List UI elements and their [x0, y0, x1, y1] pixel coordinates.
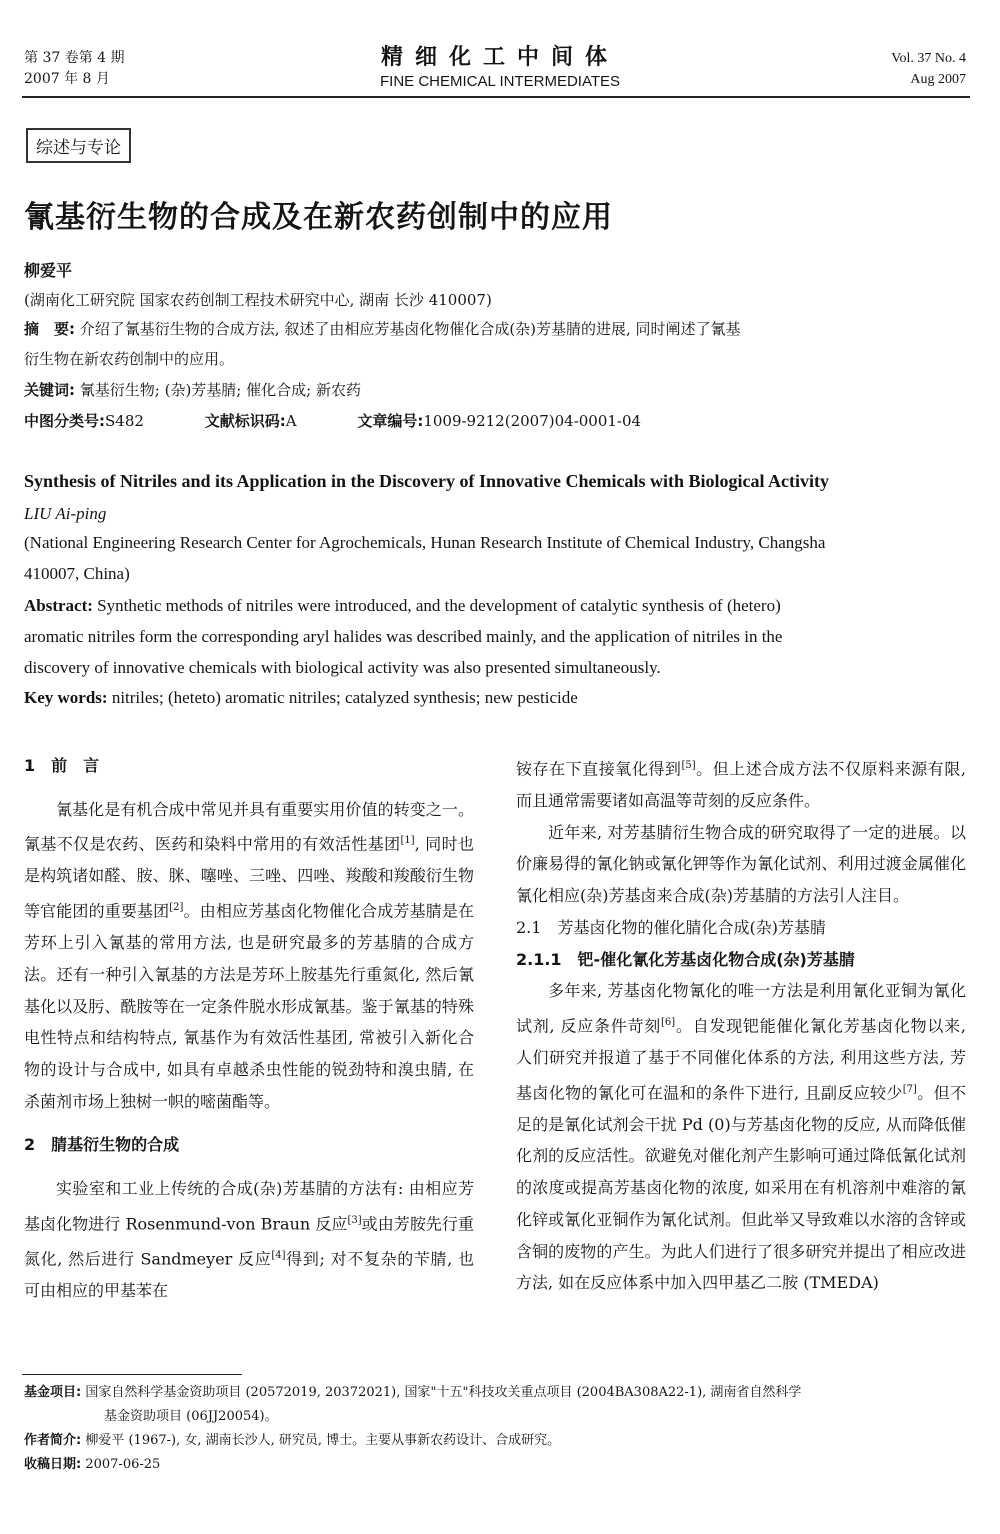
abstract-en-line3: discovery of innovative chemicals with biological activity was also presented simultaneously.: [24, 658, 661, 677]
citation-3[interactable]: [3]: [347, 1214, 362, 1226]
citation-7[interactable]: [7]: [902, 1083, 917, 1095]
clc-value: S482: [105, 412, 144, 430]
footnote-rule: [22, 1374, 242, 1375]
abstract-en-line1: Synthetic methods of nitriles were introduced, and the development of catalytic synthesis of (hetero): [97, 596, 781, 615]
article-no-label: 文章编号:: [357, 412, 424, 430]
author-en: LIU Ai-ping: [24, 504, 107, 523]
received-label: 收稿日期:: [24, 1457, 82, 1472]
paragraph-2: [24, 1173, 474, 1306]
keywords-cn-label: 关键词:: [24, 381, 75, 399]
paragraph-2-text-a: 实验室和工业上传统的合成(杂)芳基腈的方法有: 由相应芳基卤化物进行 Rosenmund-von Braun 反应: [24, 1179, 474, 1234]
abstract-en-label: Abstract:: [24, 596, 93, 615]
footnotes: [24, 1381, 968, 1477]
journal-name-cn: 精细化工中间体: [380, 45, 619, 70]
paragraph-1-text-b: , 同时也是构筑诸如醛、胺、脒、噻唑、三唑、四唑、羧酸和羧酸衍生物等官能团的重要基团: [24, 834, 474, 921]
volume-cn: 第 37 卷第 4 期: [24, 50, 125, 66]
keywords-en: [24, 682, 578, 713]
paragraph-4-text-c: 。但不足的是氰化试剂会干扰 Pd (0)与芳基卤化物的反应, 从而降低催化剂的反应活性。欲避免对催化剂产生影响可通过降低氰化试剂的浓度或提高芳基卤化物的浓度, 如采用在有机溶剂中难溶的氰化锌或氰化亚铜作为氰化试剂。但此举又导致难以水溶的含锌或含铜的废物的产生。为此人们进行了很多研究并提出了相应改进方法, 如在反应体系中加入四甲基乙二胺 (TMEDA): [516, 1083, 966, 1293]
abstract-cn: [24, 314, 968, 374]
author-cn: 柳爱平: [24, 261, 73, 280]
affiliation-en-line1: (National Engineering Research Center for Agrochemicals, Hunan Research Institute of Chemical Industry, Changsha: [24, 533, 826, 552]
keywords-en-text: nitriles; (heteto) aromatic nitriles; catalyzed synthesis; new pesticide: [111, 688, 578, 707]
journal-name: [0, 40, 1000, 90]
journal-name-en: FINE CHEMICAL INTERMEDIATES: [379, 73, 621, 90]
paragraph-1-text-c: 。由相应芳基卤化物催化合成芳基腈是在芳环上引入氰基的常用方法, 也是研究最多的芳基腈的合成方法。还有一种引入氰基的方法是芳环上胺基先行重氮化, 然后氰基化以及肟、酰胺等在一定条件脱水形成氰基。鉴于氰基的特殊电性特点和结构特点, 氰基作为有效活性基团, 常被引入新化合物的设计与合成中, 如具有卓越杀虫性能的锐劲特和溴虫腈, 在杀菌剂市场上独树一帜的嘧菌酯等。: [24, 901, 474, 1111]
paragraph-continued-text-b: 。但上述合成方法不仅原料来源有限, 而且通常需要诸如高温等苛刻的反应条件。: [516, 759, 966, 811]
fund-line2: 基金资助项目 (06JJ20054)。: [104, 1409, 278, 1424]
paragraph-1-text-a: 氰基化是有机合成中常见并具有重要实用价值的转变之一。氰基不仅是农药、医药和染料中常用的有效活性基团: [24, 799, 474, 854]
paragraph-2-text-c: 得到; 对不复杂的苄腈, 也可由相应的甲基苯在: [24, 1249, 474, 1300]
doc-code-label: 文献标识码:: [204, 412, 286, 430]
spacer: [24, 1161, 474, 1173]
subsection-heading-2-1-1: 2.1.1 钯-催化氰化芳基卤化物合成(杂)芳基腈: [516, 949, 855, 969]
issue-info-en: [891, 48, 966, 90]
abstract-cn-line1: 介绍了氰基衍生物的合成方法, 叙述了由相应芳基卤化物催化合成(杂)芳基腈的进展, 同时阐述了氰基: [79, 320, 741, 338]
doc-code-value: A: [285, 412, 297, 430]
article-title-en: Synthesis of Nitriles and its Application in the Discovery of Innovative Chemicals with Biological Activity: [24, 471, 830, 491]
fund-label: 基金项目:: [24, 1385, 82, 1400]
citation-2[interactable]: [2]: [169, 902, 184, 914]
section-heading-2: 2 腈基衍生物的合成: [24, 1135, 180, 1155]
classification-line: [24, 406, 968, 436]
paragraph-4: [516, 975, 966, 1299]
paragraph-2-text-b: 或由芳胺先行重氮化, 然后进行 Sandmeyer 反应: [24, 1214, 474, 1269]
subsection-heading-2-1: 2.1 芳基卤化物的催化腈化合成(杂)芳基腈: [516, 917, 826, 937]
paragraph-1: [24, 794, 474, 1118]
clc-label: 中图分类号:: [24, 412, 105, 430]
date-en: Aug 2007: [910, 72, 966, 87]
affiliation-en: [24, 527, 968, 589]
fund-line1: 国家自然科学基金资助项目 (20572019, 20372021), 国家"十五"科技攻关重点项目 (2004BA308A22-1), 湖南省自然科学: [85, 1385, 802, 1400]
keywords-cn: [24, 375, 361, 405]
received-date: 2007-06-25: [85, 1457, 161, 1472]
citation-4[interactable]: [4]: [271, 1249, 286, 1261]
paragraph-3: 近年来, 对芳基腈衍生物合成的研究取得了一定的进展。以价廉易得的氰化钠或氰化钾等作为氰化试剂、利用过渡金属催化氰化相应(杂)芳基卤来合成(杂)芳基腈的方法引人注目。: [516, 822, 966, 906]
header-rule: [22, 96, 970, 98]
affiliation-cn: (湖南化工研究院 国家农药创制工程技术研究中心, 湖南 长沙 410007): [24, 291, 492, 309]
article-title-cn: 氰基衍生物的合成及在新农药创制中的应用: [24, 200, 613, 235]
paragraph-4-text-a: 多年来, 芳基卤化物氰化的唯一方法是利用氰化亚铜为氰化试剂, 反应条件苛刻: [516, 981, 966, 1036]
left-column: [24, 750, 474, 1307]
bio-label: 作者简介:: [24, 1433, 82, 1448]
right-column: [516, 750, 966, 1299]
citation-6[interactable]: [6]: [661, 1016, 676, 1028]
abstract-cn-line2: 衍生物在新农药创制中的应用。: [24, 350, 235, 368]
citation-1[interactable]: [1]: [400, 835, 415, 847]
abstract-cn-label: 摘 要:: [24, 320, 75, 338]
abstract-en: [24, 590, 968, 683]
keywords-cn-text: 氰基衍生物; (杂)芳基腈; 催化合成; 新农药: [79, 381, 361, 399]
abstract-en-line2: aromatic nitriles form the corresponding aryl halides was described mainly, and the application of nitriles in the: [24, 627, 783, 646]
date-cn: 2007 年 8 月: [24, 71, 110, 87]
spacer: [24, 782, 474, 794]
keywords-en-label: Key words:: [24, 688, 108, 707]
paragraph-continued-text-a: 铵存在下直接氧化得到: [516, 759, 682, 779]
volume-en: Vol. 37 No. 4: [891, 51, 966, 66]
spacer: [24, 1117, 474, 1129]
affiliation-en-line2: 410007, China): [24, 564, 130, 583]
paragraph-continued: [516, 750, 966, 817]
section-heading-1: 1 前 言: [24, 756, 100, 775]
article-no-value: 1009-9212(2007)04-0001-04: [423, 412, 642, 430]
bio-text: 柳爱平 (1967-), 女, 湖南长沙人, 研究员, 博士。主要从事新农药设计、合成研究。: [85, 1433, 561, 1448]
paragraph-4-text-b: 。自发现钯能催化氰化芳基卤化物以来, 人们研究并报道了基于不同催化体系的方法, 利用这些方法, 芳基卤化物的氰化可在温和的条件下进行, 且副反应较少: [516, 1016, 966, 1103]
section-tag: 综述与专论: [26, 128, 131, 163]
citation-5[interactable]: [5]: [681, 760, 696, 771]
